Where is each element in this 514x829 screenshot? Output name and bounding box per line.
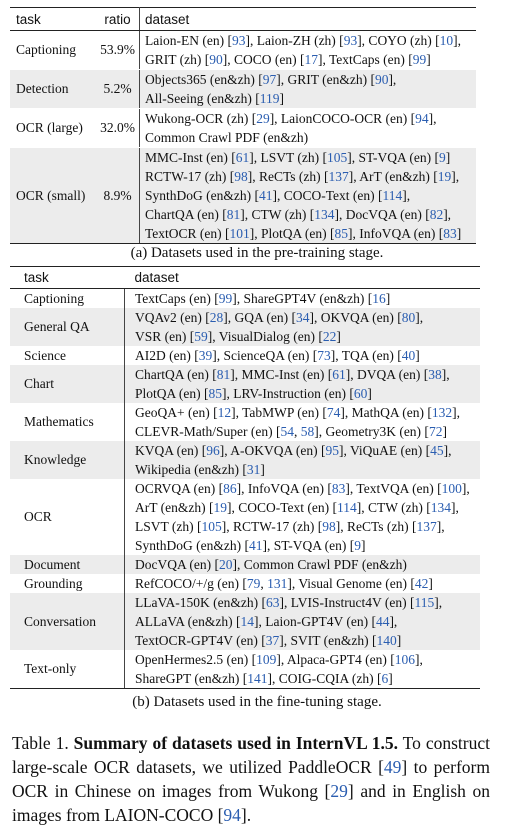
task-cell: Captioning [10, 289, 125, 309]
text-segment: TextCaps (en) [ [135, 291, 219, 306]
citation-link[interactable]: 109 [256, 652, 277, 667]
dataset-line [135, 593, 480, 612]
citation-link[interactable]: 63 [265, 595, 280, 610]
text-segment: ChartQA (en) [ [135, 367, 217, 382]
citation-link[interactable]: 85 [334, 226, 349, 241]
text-segment: ] [260, 462, 265, 477]
citation-link[interactable]: 80 [401, 310, 416, 325]
citation-link[interactable]: 14 [240, 614, 254, 629]
table-row [10, 555, 480, 574]
text-segment: ], ST-VQA (en) [ [262, 538, 355, 553]
text-segment: To construct large-scale OCR datasets, we utilized PaddleOCR [ [12, 733, 490, 777]
citation-link[interactable]: 106 [394, 652, 416, 667]
subcaption-b: (b) Datasets used in the fine-tuning stage. [132, 694, 382, 710]
table-row [10, 346, 480, 365]
citation-link[interactable]: 105 [201, 519, 222, 534]
dataset-line [145, 186, 476, 205]
dataset-cell [125, 403, 481, 441]
text-segment: GeoQA+ (en) [ [135, 405, 218, 420]
dataset-cell [125, 479, 481, 555]
text-segment: ], MMC-Inst (en) [ [230, 367, 333, 382]
task-cell: Text-only [10, 650, 125, 689]
text-segment: RefCOCO/+/g (en) [ [135, 576, 247, 591]
citation-link[interactable]: 99 [218, 291, 233, 306]
text-segment: ], COIG-CQIA (zh) [ [267, 671, 382, 686]
citation-link[interactable]: 58 [300, 424, 315, 439]
dataset-line [135, 460, 480, 479]
citation-link[interactable]: 101 [229, 226, 250, 241]
text-segment: ], Visual Genome (en) [ [287, 576, 415, 591]
text-segment: ], [443, 207, 452, 222]
dataset-line [135, 289, 480, 308]
task-cell: OCR [10, 479, 125, 555]
text-segment: ], [461, 481, 470, 496]
text-segment: ] [336, 329, 341, 344]
citation-link[interactable]: 100 [441, 481, 462, 496]
text-segment: ], DVQA (en) [ [345, 367, 429, 382]
citation-link[interactable]: 19 [437, 169, 452, 184]
citation-link[interactable]: 61 [332, 367, 346, 382]
citation-link[interactable]: 93 [343, 33, 358, 48]
dataset-line [145, 50, 476, 69]
text-segment: ], [451, 169, 460, 184]
text-segment: ], [402, 188, 411, 203]
dataset-line [145, 167, 476, 186]
text-segment: ], MathQA (en) [ [340, 405, 432, 420]
citation-link[interactable]: 54 [280, 424, 294, 439]
dataset-line [135, 555, 480, 574]
citation-link[interactable]: 6 [381, 671, 389, 686]
text-segment: DocVQA (en) [ [135, 557, 219, 572]
citation-link[interactable]: 19 [213, 500, 227, 515]
citation-link[interactable]: 81 [226, 207, 241, 222]
text-segment: ], CTW (zh) [ [240, 207, 315, 222]
citation-link[interactable]: 82 [429, 207, 444, 222]
table-body [10, 289, 480, 689]
dataset-line [135, 631, 480, 650]
citation-link[interactable]: 29 [256, 111, 270, 126]
citation-link[interactable]: 40 [401, 348, 416, 363]
citation-link[interactable]: 90 [374, 72, 389, 87]
citation-link[interactable]: 34 [295, 310, 310, 325]
text-segment: AI2D (en) [ [135, 348, 199, 363]
text-segment: ], [453, 33, 462, 48]
citation-link[interactable]: 81 [216, 367, 231, 382]
citation-link[interactable]: 12 [217, 405, 232, 420]
ratio-cell: 53.9% [96, 31, 140, 70]
text-segment: VQAv2 (en) [ [135, 310, 210, 325]
text-segment: ], [415, 310, 424, 325]
citation-link[interactable]: 115 [414, 595, 435, 610]
text-segment: ], RCTW-17 (zh) [ [221, 519, 323, 534]
citation-link[interactable]: 10 [439, 33, 454, 48]
text-segment: ], A-OKVQA (en) [ [219, 443, 326, 458]
citation-link[interactable]: 9 [354, 538, 361, 553]
dataset-line [145, 89, 476, 108]
dataset-cell [125, 555, 481, 574]
dataset-line [145, 224, 476, 243]
citation-link[interactable]: 83 [331, 481, 346, 496]
citation-link[interactable]: 94 [223, 805, 241, 825]
text-segment: ], ST-VQA (en) [ [347, 150, 439, 165]
dataset-line [145, 31, 476, 50]
text-segment: ] and in English on images from LAION-COCO [ [12, 781, 490, 825]
table-row [10, 574, 480, 593]
text-segment: ], [389, 614, 398, 629]
text-segment: , [260, 576, 268, 591]
dataset-line [135, 517, 480, 536]
dataset-line [135, 498, 480, 517]
task-cell: Detection [10, 70, 96, 109]
table-row [10, 593, 480, 650]
citation-link[interactable]: 29 [330, 781, 348, 801]
table-row [10, 479, 480, 555]
text-segment: ] [445, 150, 451, 165]
text-segment: Laion-EN (en) [ [145, 33, 232, 48]
task-cell: Science [10, 346, 125, 365]
text-segment: OpenHermes2.5 (en) [ [135, 652, 257, 667]
text-segment: ArT (en&zh) [ [135, 500, 214, 515]
text-segment: Wikipedia (en&zh) [ [135, 462, 247, 477]
citation-link[interactable]: 98 [322, 519, 336, 534]
table-row [10, 403, 480, 441]
dataset-cell [125, 365, 481, 403]
dataset-cell [125, 650, 481, 689]
text-segment: ], Common Crawl PDF (en&zh) [232, 557, 407, 572]
dataset-line [135, 479, 480, 498]
citation-link[interactable]: 72 [428, 424, 443, 439]
text-segment: MMC-Inst (en) [ [145, 150, 236, 165]
dataset-line [135, 536, 480, 555]
task-cell: Mathematics [10, 403, 125, 441]
citation-link[interactable]: 74 [326, 405, 341, 420]
text-segment: OCRVQA (en) [ [135, 481, 224, 496]
citation-link[interactable]: 98 [234, 169, 248, 184]
table-caption [12, 731, 490, 827]
dataset-cell [140, 31, 477, 70]
text-segment: ] [396, 633, 402, 648]
header-task: task [10, 267, 125, 289]
dataset-cell [125, 346, 481, 365]
text-segment: ALLaVA (en&zh) [ [135, 614, 241, 629]
header-dataset: dataset [125, 267, 481, 289]
dataset-cell [125, 289, 481, 309]
citation-link[interactable]: 49 [383, 757, 402, 777]
text-segment: ], LaionCOCO-OCR (en) [ [269, 111, 416, 126]
citation-link[interactable]: 38 [428, 367, 442, 382]
text-segment: ], [441, 367, 450, 382]
table-row [10, 308, 480, 346]
text-segment: ], ScienceQA (en) [ [212, 348, 318, 363]
text-segment: ], TextVQA (en) [ [345, 481, 442, 496]
table-row [10, 109, 476, 148]
text-segment: ], Laion-ZH (zh) [ [245, 33, 344, 48]
text-segment: ], Geometry3K (en) [ [314, 424, 429, 439]
text-segment: ], TextCaps (en) [ [317, 52, 413, 67]
text-segment: ], GRIT (en&zh) [ [276, 72, 375, 87]
dataset-line [135, 422, 480, 441]
citation-link[interactable]: 90 [209, 52, 223, 67]
text-segment: ], COCO-Text (en) [ [272, 188, 383, 203]
text-segment: LLaVA-150K (en&zh) [ [135, 595, 266, 610]
text-segment: ] [385, 291, 391, 306]
dataset-cell [125, 593, 481, 650]
citation-link[interactable]: 41 [248, 538, 263, 553]
text-segment: ], GQA (en) [ [223, 310, 296, 325]
text-segment: ], [415, 652, 423, 667]
text-segment: TextOCR-GPT4V (en) [ [135, 633, 266, 648]
dataset-line [135, 346, 480, 365]
dataset-line [135, 574, 480, 593]
text-segment: VSR (en) [ [135, 329, 195, 344]
citation-link[interactable]: 97 [262, 72, 277, 87]
citation-link[interactable]: 134 [314, 207, 335, 222]
citation-link[interactable]: 39 [198, 348, 213, 363]
text-segment: ], Laion-GPT4V (en) [ [253, 614, 376, 629]
citation-link[interactable]: 137 [328, 169, 349, 184]
dataset-line [135, 308, 480, 327]
dataset-line [145, 148, 476, 167]
dataset-cell [140, 109, 477, 148]
text-segment: ], COCO (en) [ [222, 52, 305, 67]
citation-link[interactable]: 140 [376, 633, 397, 648]
dataset-line [145, 109, 476, 128]
ratio-cell: 8.9% [96, 148, 140, 244]
citation-link[interactable]: 59 [194, 329, 208, 344]
text-segment: ], [434, 595, 443, 610]
text-segment: ] [442, 424, 447, 439]
text-segment: ], InfoVQA (en) [ [236, 481, 332, 496]
dataset-line [135, 441, 480, 460]
task-cell: Captioning [10, 31, 96, 70]
citation-link[interactable]: 119 [259, 91, 280, 106]
table-row [10, 289, 480, 309]
citation-link[interactable]: 132 [431, 405, 453, 420]
dataset-line [145, 70, 476, 89]
text-segment: ], ReCTs (zh) [ [335, 519, 417, 534]
text-segment: ], LSVT (zh) [ [249, 150, 327, 165]
text-segment: ], ViQuAE (en) [ [338, 443, 431, 458]
citation-link[interactable]: 61 [235, 150, 250, 165]
dataset-line [135, 669, 480, 688]
pretraining-datasets-table [10, 7, 476, 244]
task-cell: Chart [10, 365, 125, 403]
text-segment: ] [360, 538, 366, 553]
dataset-line [145, 205, 476, 224]
text-segment: ], [450, 500, 459, 515]
text-segment: ChartQA (en) [ [145, 207, 227, 222]
citation-link[interactable]: 137 [416, 519, 437, 534]
text-segment: ], TQA (en) [ [330, 348, 402, 363]
text-segment: ShareGPT (en&zh) [ [135, 671, 248, 686]
citation-link[interactable]: 134 [430, 500, 451, 515]
table-row [10, 70, 476, 109]
dataset-cell [125, 574, 481, 593]
citation-link[interactable]: 22 [322, 329, 337, 344]
dataset-cell [125, 441, 481, 479]
citation-link[interactable]: 95 [325, 443, 339, 458]
dataset-line [135, 612, 480, 631]
text-segment: ], ReCTs (zh) [ [247, 169, 329, 184]
text-segment: ] [428, 576, 433, 591]
citation-link[interactable]: 105 [326, 150, 348, 165]
citation-link[interactable]: 9 [438, 150, 446, 165]
citation-link[interactable]: 94 [415, 111, 429, 126]
text-segment: ], [436, 519, 445, 534]
text-segment: LSVT (zh) [ [135, 519, 202, 534]
text-segment: ], DocVQA (en) [ [334, 207, 430, 222]
header-dataset: dataset [140, 8, 477, 31]
dataset-cell [125, 308, 481, 346]
text-segment: TextOCR (en) [ [145, 226, 230, 241]
citation-link[interactable]: 42 [414, 576, 429, 591]
citation-link[interactable]: 85 [208, 386, 222, 401]
citation-link[interactable]: 31 [246, 462, 261, 477]
text-segment: SynthDoG (en&zh) [ [145, 188, 259, 203]
text-segment: ], VisualDialog (en) [ [207, 329, 323, 344]
text-segment: ], LRV-Instruction (en) [ [222, 386, 354, 401]
text-segment: ], COYO (zh) [ [357, 33, 440, 48]
text-segment: ], LVIS-Instruct4V (en) [ [279, 595, 415, 610]
table-row [10, 148, 476, 244]
text-segment: All-Seeing (en&zh) [ [145, 91, 260, 106]
text-segment: ], TabMWP (en) [ [231, 405, 327, 420]
text-segment: ], [452, 405, 460, 420]
header-task: task [10, 8, 96, 31]
text-segment: ], ShareGPT4V (en&zh) [ [232, 291, 373, 306]
text-segment: ], [388, 72, 397, 87]
task-cell: OCR (small) [10, 148, 96, 244]
finetuning-datasets-table [10, 266, 480, 689]
caption-label: Table 1. [12, 733, 69, 753]
text-segment: Objects365 (en&zh) [ [145, 72, 263, 87]
task-cell: Conversation [10, 593, 125, 650]
text-segment: ] [426, 52, 431, 67]
dataset-line [135, 327, 480, 346]
text-segment: ], [428, 111, 437, 126]
text-segment: ], SVIT (en&zh) [ [279, 633, 377, 648]
text-segment: ] [456, 226, 462, 241]
text-segment: ]. [240, 805, 252, 825]
citation-link[interactable]: 44 [375, 614, 390, 629]
task-cell: General QA [10, 308, 125, 346]
text-segment: ] [415, 348, 420, 363]
text-segment: ], Alpaca-GPT4 (en) [ [276, 652, 395, 667]
task-cell: Grounding [10, 574, 125, 593]
table-row [10, 31, 476, 70]
ratio-cell: 32.0% [96, 109, 140, 148]
table-body [10, 31, 476, 244]
task-cell: Knowledge [10, 441, 125, 479]
table-row [10, 441, 480, 479]
citation-link[interactable]: 28 [209, 310, 224, 325]
citation-link[interactable]: 114 [337, 500, 357, 515]
citation-link[interactable]: 96 [206, 443, 220, 458]
text-segment: , [293, 424, 301, 439]
table-header-row [10, 8, 476, 31]
text-segment: ], ArT (en&zh) [ [348, 169, 438, 184]
dataset-line [135, 365, 480, 384]
text-segment: PlotQA (en) [ [135, 386, 209, 401]
text-segment: GRIT (zh) [ [145, 52, 210, 67]
caption-title: Summary of datasets used in InternVL 1.5. [73, 733, 399, 753]
text-segment: RCTW-17 (zh) [ [145, 169, 235, 184]
header-ratio: ratio [96, 8, 140, 31]
citation-link[interactable]: 131 [267, 576, 288, 591]
task-cell: OCR (large) [10, 109, 96, 148]
citation-link[interactable]: 41 [258, 188, 273, 203]
citation-link[interactable]: 99 [412, 52, 427, 67]
citation-link[interactable]: 83 [443, 226, 457, 241]
text-segment: Common Crawl PDF (en&zh) [145, 130, 309, 145]
text-segment: ], OKVQA (en) [ [309, 310, 402, 325]
dataset-line [145, 128, 476, 147]
text-segment: ], COCO-Text (en) [ [226, 500, 337, 515]
citation-link[interactable]: 17 [304, 52, 318, 67]
citation-link[interactable]: 37 [265, 633, 280, 648]
task-cell: Document [10, 555, 125, 574]
text-segment: SynthDoG (en&zh) [ [135, 538, 249, 553]
dataset-line [135, 403, 480, 422]
text-segment: ] [367, 386, 372, 401]
citation-link[interactable]: 60 [353, 386, 368, 401]
citation-link[interactable]: 79 [246, 576, 261, 591]
text-segment: CLEVR-Math/Super (en) [ [135, 424, 281, 439]
citation-link[interactable]: 20 [218, 557, 233, 572]
text-segment: ], InfoVQA (en) [ [348, 226, 444, 241]
citation-link[interactable]: 73 [317, 348, 331, 363]
citation-link[interactable]: 16 [372, 291, 386, 306]
dataset-line [135, 384, 480, 403]
citation-link[interactable]: 86 [223, 481, 237, 496]
text-segment: ], CTW (zh) [ [356, 500, 431, 515]
citation-link[interactable]: 114 [382, 188, 403, 203]
subcaption-a: (a) Datasets used in the pre-training stage. [130, 245, 384, 261]
text-segment: ] [388, 671, 393, 686]
citation-link[interactable]: 45 [430, 443, 444, 458]
text-segment: ], [443, 443, 452, 458]
text-segment: ] to perform OCR in Chinese on images from Wukong [ [12, 757, 490, 801]
table-header-row [10, 267, 480, 289]
table-row [10, 365, 480, 403]
text-segment: KVQA (en) [ [135, 443, 207, 458]
table-row [10, 650, 480, 689]
citation-link[interactable]: 141 [247, 671, 268, 686]
dataset-line [135, 650, 480, 669]
ratio-cell: 5.2% [96, 70, 140, 109]
text-segment: ] [279, 91, 284, 106]
text-segment: ], PlotQA (en) [ [249, 226, 335, 241]
text-segment: Wukong-OCR (zh) [ [145, 111, 257, 126]
dataset-cell [140, 70, 477, 109]
citation-link[interactable]: 93 [231, 33, 246, 48]
dataset-cell [140, 148, 477, 244]
